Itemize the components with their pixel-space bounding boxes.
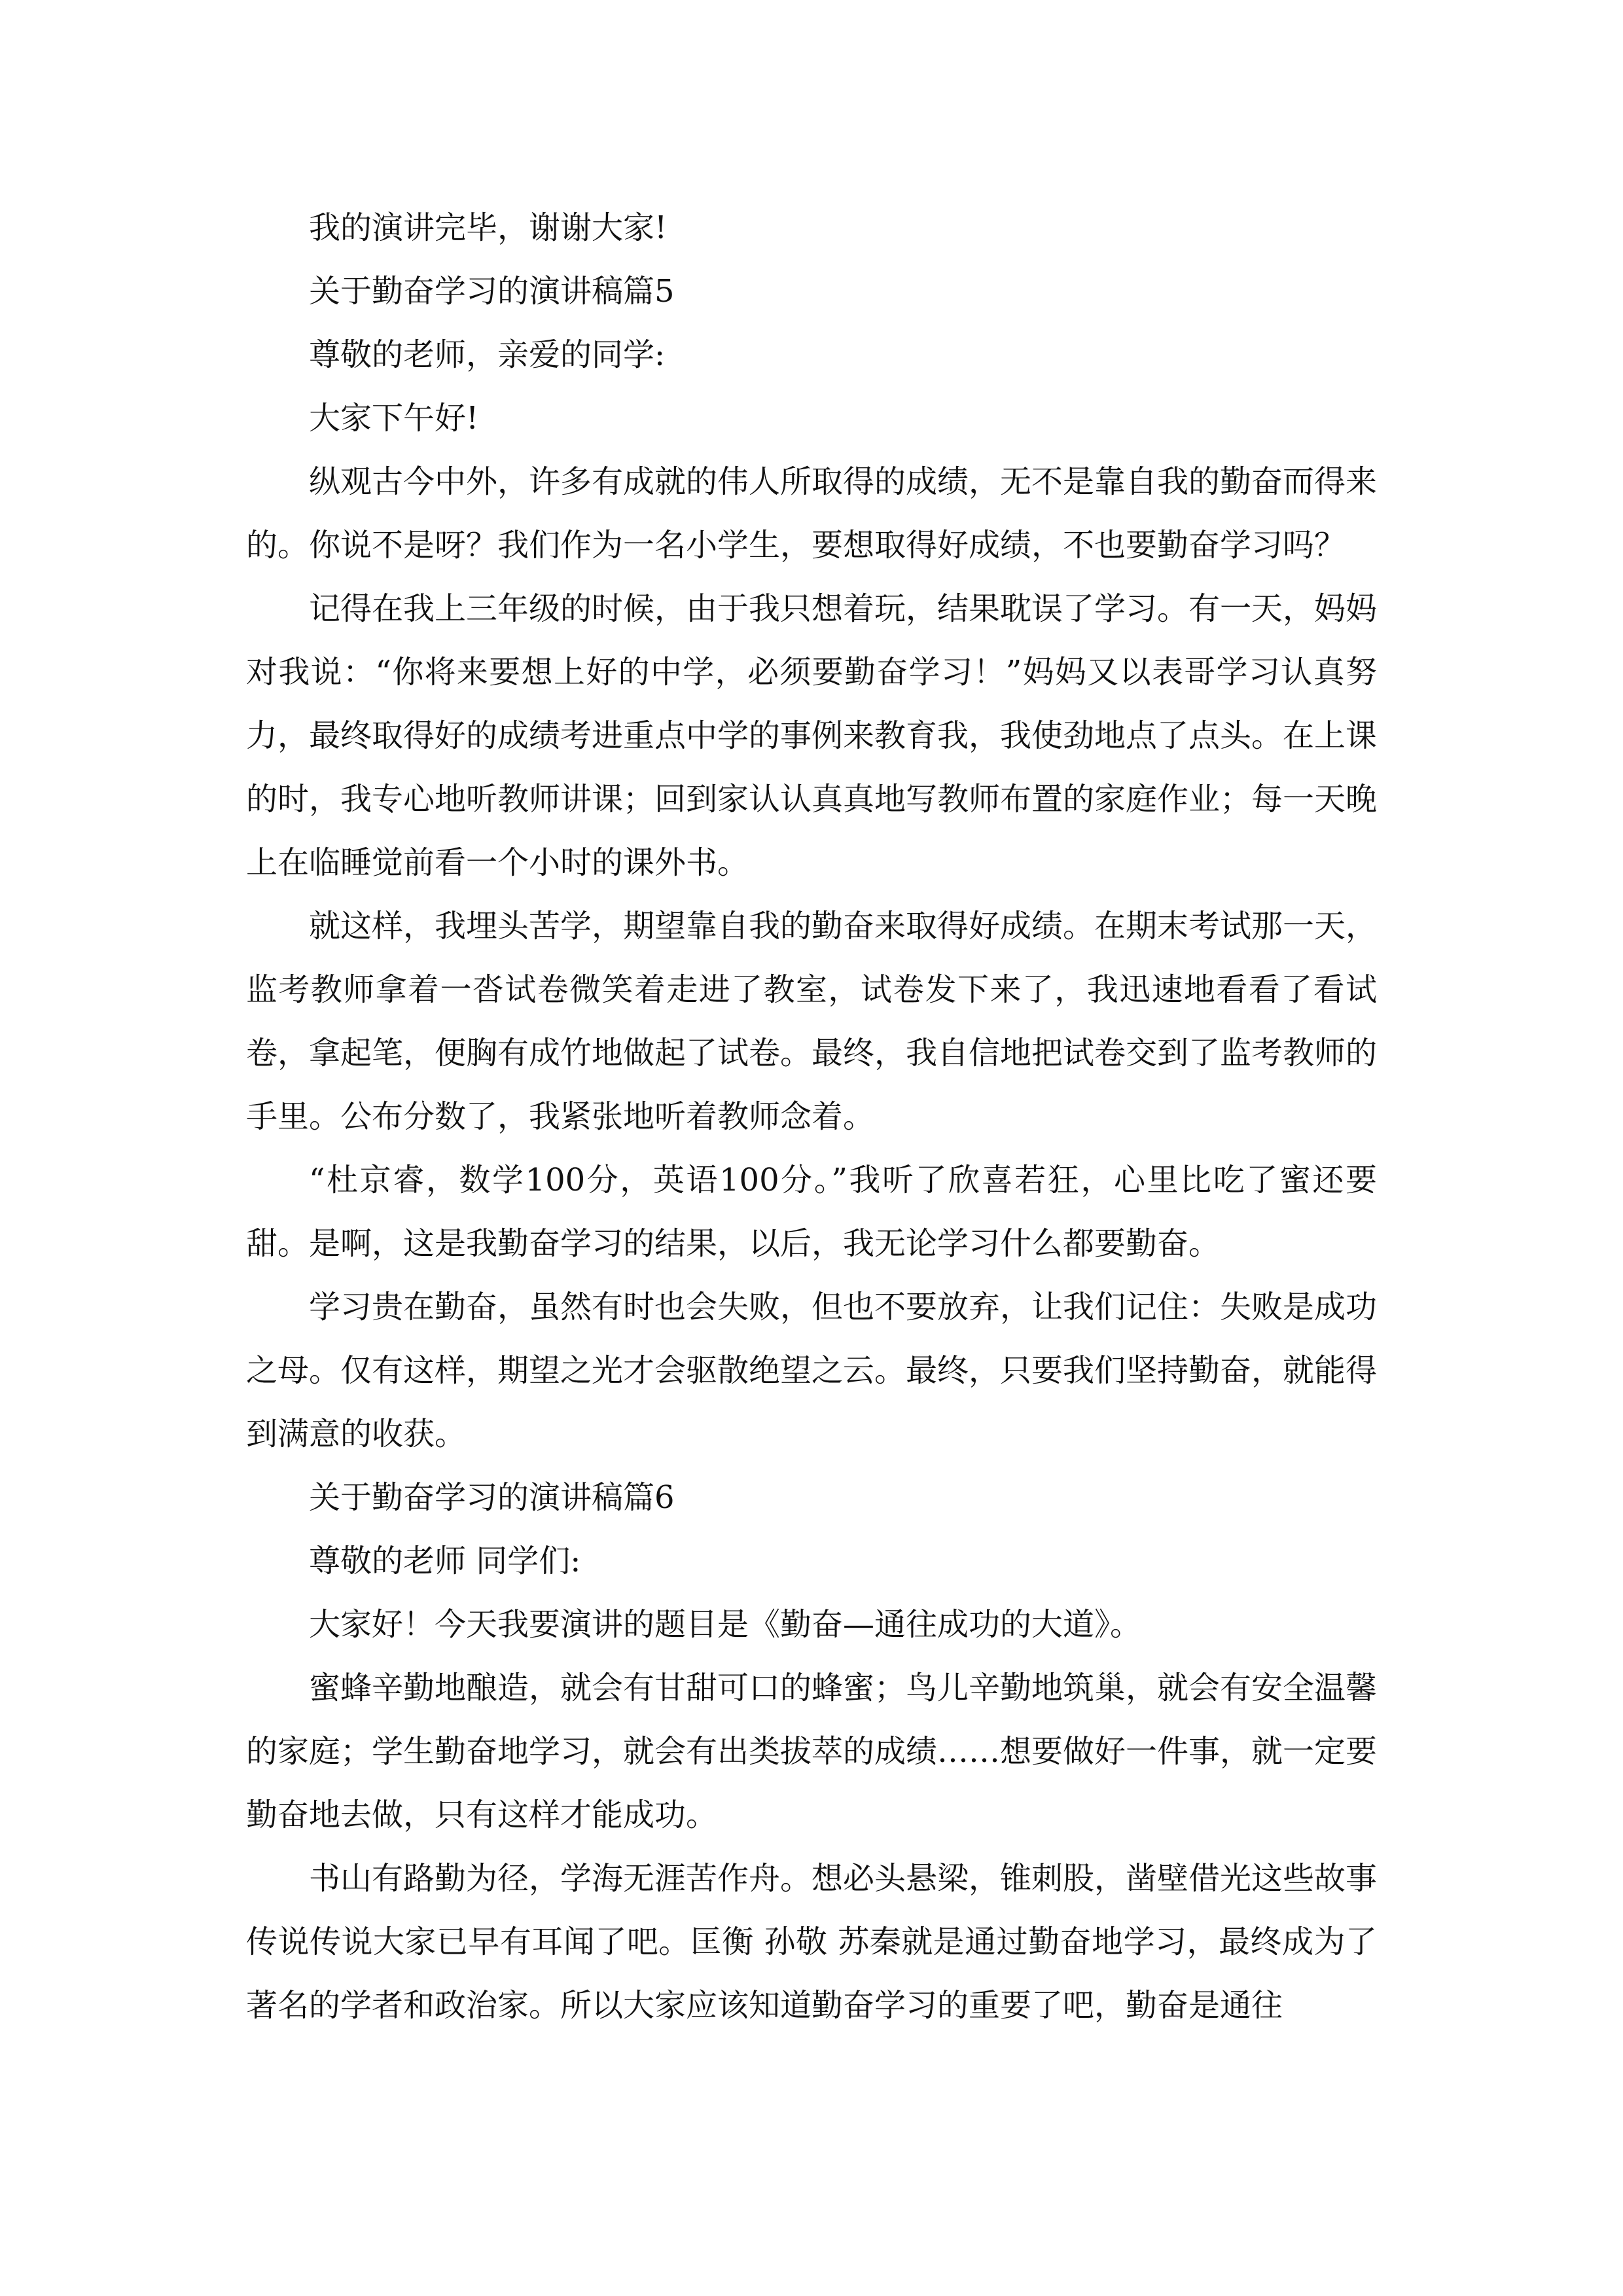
- paragraph-salutation-6: 尊敬的老师 同学们:: [309, 1543, 581, 1579]
- paragraph: 记得在我上三年级的时候，由于我只想着玩，结果耽误了学习。有一天，妈妈对我说：“你将来要想上好的中学，必须要勤奋学习！”妈妈又以表哥学习认真努力，最终取得好的成绩考进重点中学的事例来教育我，我使劲地点了点头。在上课的时，我专心地听教师讲课；回到家认认真真地写教师布置的家庭作业；每一天晚上在临睡觉前看一个小时的课外书。: [246, 590, 1378, 881]
- paragraph: 就这样，我埋头苦学，期望靠自我的勤奋来取得好成绩。在期末考试那一天，监考教师拿着一沓试卷微笑着走进了教室，试卷发下来了，我迅速地看看了看试卷，拿起笔，便胸有成竹地做起了试卷。最终，我自信地把试卷交到了监考教师的手里。公布分数了，我紧张地听着教师念着。: [246, 908, 1378, 1135]
- paragraph-closing: 我的演讲完毕，谢谢大家!: [309, 209, 668, 246]
- document-body: [246, 196, 1377, 2037]
- paragraph: 纵观古今中外，许多有成就的伟人所取得的成绩，无不是靠自我的勤奋而得来的。你说不是呀？我们作为一名小学生，要想取得好成绩，不也要勤奋学习吗？: [246, 463, 1378, 564]
- paragraph: “杜京睿，数学100分，英语100分。”我听了欣喜若狂，心里比吃了蜜还要甜。是啊，这是我勤奋学习的结果，以后，我无论学习什么都要勤奋。: [246, 1162, 1377, 1262]
- paragraph: 学习贵在勤奋，虽然有时也会失败，但也不要放弃，让我们记住：失败是成功之母。仅有这样，期望之光才会驱散绝望之云。最终，只要我们坚持勤奋，就能得到满意的收获。: [246, 1289, 1378, 1452]
- section-heading-6: 关于勤奋学习的演讲稿篇6: [309, 1479, 675, 1516]
- section-heading-5: 关于勤奋学习的演讲稿篇5: [309, 273, 675, 310]
- paragraph: 蜜蜂辛勤地酿造，就会有甘甜可口的蜂蜜；鸟儿辛勤地筑巢，就会有安全温馨的家庭；学生勤奋地学习，就会有出类拔萃的成绩……想要做好一件事，就一定要勤奋地去做，只有这样才能成功。: [246, 1670, 1378, 1833]
- paragraph-greeting-6: 大家好！今天我要演讲的题目是《勤奋—通往成功的大道》。: [309, 1606, 1142, 1643]
- paragraph: 书山有路勤为径，学海无涯苦作舟。想必头悬梁，锥刺股，凿壁借光这些故事传说传说大家已早有耳闻了吧。匡衡 孙敬 苏秦就是通过勤奋地学习，最终成为了著名的学者和政治家。所以大家应该知道勤奋学习的重要了吧，勤奋是通往: [246, 1860, 1378, 2024]
- paragraph-salutation-5: 尊敬的老师，亲爱的同学:: [309, 336, 666, 373]
- paragraph-greeting-5: 大家下午好!: [309, 400, 479, 437]
